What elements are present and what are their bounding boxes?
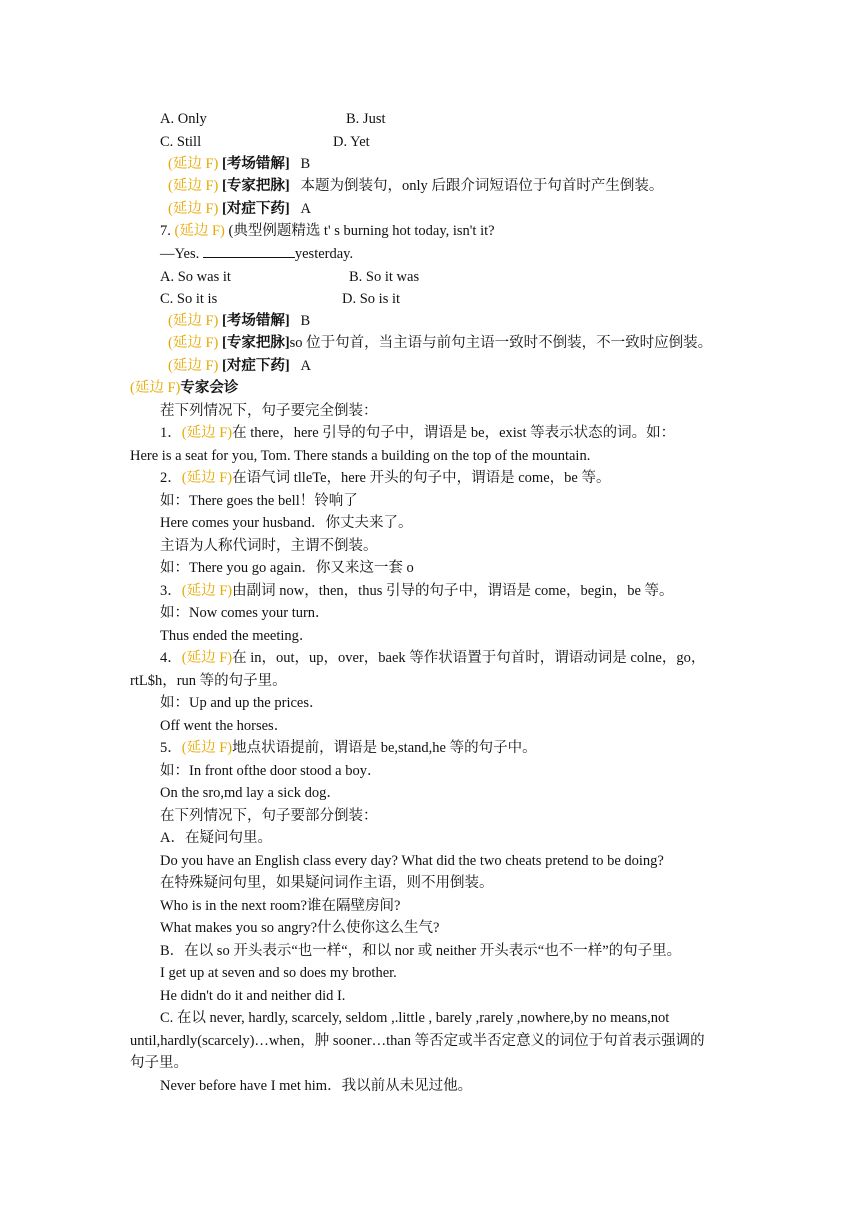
option-a: A. So was it — [160, 269, 231, 285]
correct-answer-line — [168, 200, 311, 218]
source-tag: (延边 F) — [168, 178, 219, 194]
question-number: 7. — [160, 223, 171, 239]
example-text: Off went the horses． — [160, 718, 289, 734]
expert-analysis-label: [专家把脉] — [221, 335, 290, 351]
rule-item-3 — [160, 582, 674, 600]
expert-analysis-text: so 位于句首，当主语与前句主语一致时不倒装，不一致时应倒装。 — [289, 335, 713, 351]
example-text: 如：In front ofthe door stood a boy． — [160, 763, 382, 779]
wrong-answer-label: [考场错解] — [221, 313, 290, 329]
example-text: What makes you so angry?什么使你这么生气? — [160, 920, 440, 936]
case-a-title: A．在疑问句里。 — [160, 830, 272, 846]
answer-prefix: —Yes. — [160, 246, 200, 262]
partial-inversion-intro: 在下列情况下，句子要部分倒装： — [160, 808, 378, 824]
example-text: I get up at seven and so does my brother. — [160, 965, 397, 981]
rule-text-continued: rtL$h，run 等的句子里。 — [130, 673, 287, 689]
expert-analysis-line — [168, 177, 663, 195]
source-tag: (延边 F) — [168, 335, 219, 351]
option-d: D. So is it — [342, 291, 401, 307]
option-d: D. Yet — [333, 134, 370, 150]
source-tag: (延边 F) — [181, 425, 233, 441]
correct-answer-label: [对症下药] — [221, 201, 290, 217]
correct-answer-value: A — [300, 358, 312, 374]
option-a: A. Only — [160, 111, 207, 127]
option-b: B. Just — [346, 111, 386, 127]
example-text: Who is in the next room?谁在隔壁房间? — [160, 898, 401, 914]
source-tag: (延边 F) — [168, 156, 219, 172]
rule-text: 由副词 now，then，thus 引导的句子中，谓语是 come，begin，be 等。 — [232, 583, 674, 599]
source-tag: (延边 F) — [181, 583, 233, 599]
example-text: Thus ended the meeting． — [160, 628, 314, 644]
wrong-answer-line — [168, 155, 310, 173]
expert-analysis-text: 本题为倒装句，only 后跟介词短语位于句首时产生倒装。 — [300, 178, 664, 194]
source-tag: (延边 F) — [181, 470, 233, 486]
option-c: C. So it is — [160, 291, 218, 307]
rule-item-2 — [160, 469, 610, 487]
source-tag: (延边 F) — [181, 740, 233, 756]
question-7-stem — [160, 222, 495, 240]
example-text: Here comes your husband．你丈夫来了。 — [160, 515, 413, 531]
source-tag: (延边 F) — [168, 358, 219, 374]
example-text: 如：There you go again．你又来这一套 o — [160, 560, 414, 576]
answer-blank — [203, 245, 295, 258]
wrong-answer-label: [考场错解] — [221, 156, 290, 172]
source-tag: (延边 F) — [174, 223, 225, 239]
item-number: 3． — [160, 583, 182, 599]
case-c-line-2: until,hardly(scarcely)…when，肿 sooner…than 等否定或半否定意义的词位于句首表示强调的 — [130, 1033, 705, 1049]
section-heading — [130, 379, 238, 397]
case-b-title: B．在以 so 开头表示“也一样“，和以 nor 或 neither 开头表示“也不一样”的句子里。 — [160, 943, 682, 959]
rule-item-5 — [160, 739, 537, 757]
wrong-answer-value: B — [300, 156, 311, 172]
rule-text: 在 in，out，up，over，baek 等作状语置于句首时，谓语动词是 colne，go， — [232, 650, 706, 666]
item-number: 1． — [160, 425, 182, 441]
case-c-line-3: 句子里。 — [130, 1055, 188, 1071]
option-b: B. So it was — [349, 269, 420, 285]
wrong-answer-line — [168, 312, 310, 330]
correct-answer-label: [对症下药] — [221, 358, 290, 374]
rule-text: 在 there，here 引导的句子中，谓语是 be，exist 等表示状态的词。如： — [232, 425, 676, 441]
expert-analysis-line — [168, 334, 712, 352]
source-tag: (延边 F) — [130, 380, 181, 396]
rule-text: 在语气词 tlleTe，here 开头的句子中，谓语是 come，be 等。 — [232, 470, 611, 486]
question-text: (典型例题精选 t' s burning hot today, isn't it? — [228, 223, 495, 239]
rule-item-4 — [160, 649, 705, 667]
rule-text: 地点状语提前，谓语是 be,stand,he 等的句子中。 — [232, 740, 537, 756]
example-text: 如：There goes the bell！铃响了 — [160, 493, 358, 509]
item-number: 5． — [160, 740, 182, 756]
source-tag: (延边 F) — [168, 201, 219, 217]
note-text: 主语为人称代词时，主谓不倒装。 — [160, 538, 378, 554]
source-tag: (延边 F) — [181, 650, 233, 666]
example-text: Here is a seat for you, Tom. There stands a building on the top of the mountain. — [130, 448, 591, 464]
item-number: 4． — [160, 650, 182, 666]
example-text: Never before have I met him．我以前从未见过他。 — [160, 1078, 473, 1094]
example-text: 如：Up and up the prices． — [160, 695, 324, 711]
question-7-answer-line — [160, 245, 353, 263]
item-number: 2． — [160, 470, 182, 486]
expert-analysis-label: [专家把脉] — [221, 178, 290, 194]
correct-answer-line — [168, 357, 311, 375]
case-c-line-1: C. 在以 never, hardly, scarcely, seldom ,.little , barely ,rarely ,nowhere,by no means,not — [160, 1010, 670, 1026]
note-text: 在特殊疑问句里，如果疑问词作主语，则不用倒装。 — [160, 875, 494, 891]
wrong-answer-value: B — [300, 313, 311, 329]
example-text: Do you have an English class every day? What did the two cheats pretend to be doing? — [160, 853, 664, 869]
option-c: C. Still — [160, 134, 202, 150]
example-text: On the sro,md lay a sick dog． — [160, 785, 341, 801]
correct-answer-value: A — [300, 201, 312, 217]
source-tag: (延边 F) — [168, 313, 219, 329]
example-text: He didn't do it and neither did I. — [160, 988, 346, 1004]
answer-suffix: yesterday. — [294, 246, 354, 262]
example-text: 如：Now comes your turn． — [160, 605, 330, 621]
full-inversion-intro: 茬下列情况下，句子要完全倒装： — [160, 403, 378, 419]
section-title: 专家会诊 — [180, 380, 239, 396]
rule-item-1 — [160, 424, 675, 442]
